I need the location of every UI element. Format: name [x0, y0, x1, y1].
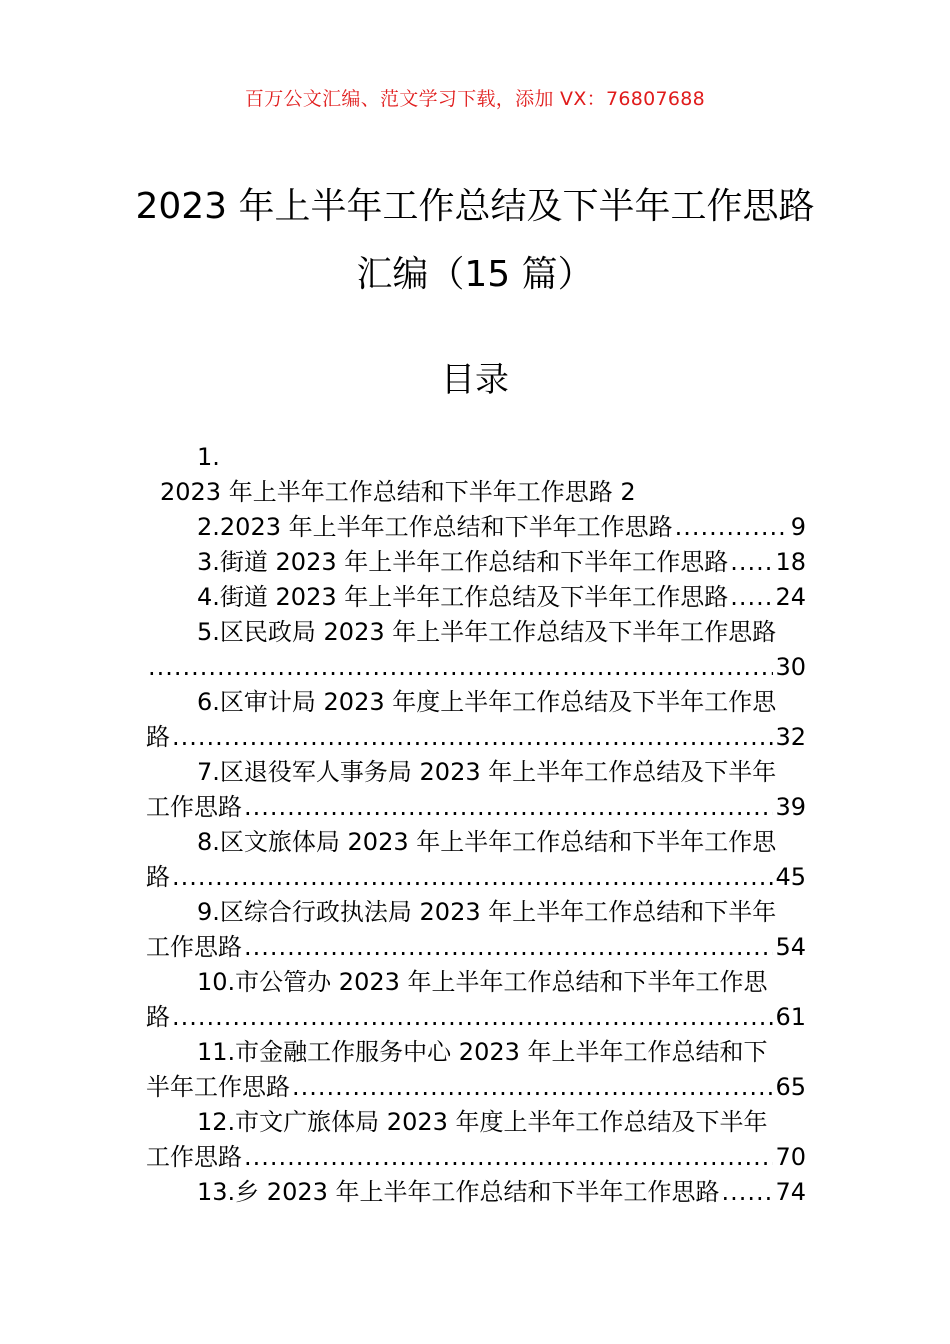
toc-entry-9-line-2[interactable]: [146, 930, 806, 965]
toc-entry-7-title: 7.区退役军人事务局 2023 年上半年工作总结及下半年: [197, 758, 777, 786]
toc-entry-7-page: 39: [775, 793, 806, 821]
toc-leader-dots: [244, 1140, 773, 1175]
toc-entry-6-line-1[interactable]: [146, 685, 806, 720]
toc-leader-dots: [730, 545, 773, 580]
toc-entry-10-line-2[interactable]: [146, 1000, 806, 1035]
toc-entry-12-title: 12.市文广旅体局 2023 年度上半年工作总结及下半年: [197, 1108, 768, 1136]
toc-entry-7-line-1[interactable]: [146, 755, 806, 790]
toc-leader-dots: [148, 650, 773, 685]
toc-entry-8-title-cont: 路: [146, 863, 170, 891]
header-watermark-note: 百万公文汇编、范文学习下载，添加 VX：76807688: [244, 88, 706, 110]
toc-entry-8-page: 45: [775, 863, 806, 891]
toc-entry-9-page: 54: [775, 933, 806, 961]
toc-entry-4-title: 4.街道 2023 年上半年工作总结及下半年工作思路: [197, 583, 729, 611]
toc-entry-9-title: 9.区综合行政执法局 2023 年上半年工作总结和下半年: [197, 898, 777, 926]
toc-entry-4-page: 24: [775, 583, 806, 611]
toc-entry-10-title: 10.市公管办 2023 年上半年工作总结和下半年工作思: [197, 968, 768, 996]
table-of-contents: [146, 440, 806, 1210]
toc-entry-10-line-1[interactable]: [146, 965, 806, 1000]
toc-entry-5-page: 30: [775, 653, 806, 681]
toc-entry-2[interactable]: [146, 510, 806, 545]
toc-entry-13[interactable]: [146, 1175, 806, 1210]
toc-leader-dots: [244, 790, 773, 825]
toc-entry-6-line-2[interactable]: [146, 720, 806, 755]
toc-leader-dots: [172, 1000, 773, 1035]
toc-entry-6-title: 6.区审计局 2023 年度上半年工作总结及下半年工作思: [197, 688, 777, 716]
toc-entry-2-title: 2.2023 年上半年工作总结和下半年工作思路: [197, 513, 673, 541]
toc-entry-3-title: 3.街道 2023 年上半年工作总结和下半年工作思路: [197, 548, 729, 576]
toc-entry-10-page: 61: [775, 1003, 806, 1031]
toc-entry-9-title-cont: 工作思路: [146, 933, 242, 961]
toc-leader-dots: [292, 1070, 773, 1105]
toc-leader-dots: [730, 580, 773, 615]
toc-leader-dots: [172, 720, 773, 755]
toc-entry-8-line-2[interactable]: [146, 860, 806, 895]
toc-entry-12-line-2[interactable]: [146, 1140, 806, 1175]
toc-entry-7-title-cont: 工作思路: [146, 793, 242, 821]
toc-entry-5-line-1[interactable]: [146, 615, 806, 650]
toc-entry-12-title-cont: 工作思路: [146, 1143, 242, 1171]
toc-entry-10-title-cont: 路: [146, 1003, 170, 1031]
toc-leader-dots: [675, 510, 789, 545]
toc-entry-9-line-1[interactable]: [146, 895, 806, 930]
toc-entry-2-page: 9: [790, 513, 806, 541]
toc-entry-5-line-2[interactable]: [146, 650, 806, 685]
toc-entry-12-page: 70: [775, 1143, 806, 1171]
toc-entry-6-page: 32: [775, 723, 806, 751]
toc-entry-11-line-1[interactable]: [146, 1035, 806, 1070]
toc-entry-8-title: 8.区文旅体局 2023 年上半年工作总结和下半年工作思: [197, 828, 777, 856]
toc-entry-7-line-2[interactable]: [146, 790, 806, 825]
toc-entry-11-page: 65: [775, 1073, 806, 1101]
toc-entry-13-title: 13.乡 2023 年上半年工作总结和下半年工作思路: [197, 1178, 720, 1206]
toc-heading: 目录: [441, 360, 509, 400]
toc-entry-3-page: 18: [775, 548, 806, 576]
toc-leader-dots: [722, 1175, 774, 1210]
toc-entry-1-title[interactable]: 2023 年上半年工作总结和下半年工作思路 2: [160, 478, 636, 506]
toc-entry-1-number[interactable]: 1.: [197, 443, 220, 471]
toc-entry-5-title: 5.区民政局 2023 年上半年工作总结及下半年工作思路: [197, 618, 777, 646]
toc-entry-12-line-1[interactable]: [146, 1105, 806, 1140]
document-title-line-2: 汇编（15 篇）: [356, 254, 594, 295]
toc-leader-dots: [172, 860, 773, 895]
toc-entry-11-title: 11.市金融工作服务中心 2023 年上半年工作总结和下: [197, 1038, 768, 1066]
toc-entry-3[interactable]: [146, 545, 806, 580]
toc-entry-6-title-cont: 路: [146, 723, 170, 751]
toc-entry-13-page: 74: [775, 1178, 806, 1206]
document-title-line-1: 2023 年上半年工作总结及下半年工作思路: [135, 186, 815, 227]
toc-leader-dots: [244, 930, 773, 965]
toc-entry-11-line-2[interactable]: [146, 1070, 806, 1105]
toc-entry-11-title-cont: 半年工作思路: [146, 1073, 290, 1101]
toc-entry-8-line-1[interactable]: [146, 825, 806, 860]
toc-entry-4[interactable]: [146, 580, 806, 615]
